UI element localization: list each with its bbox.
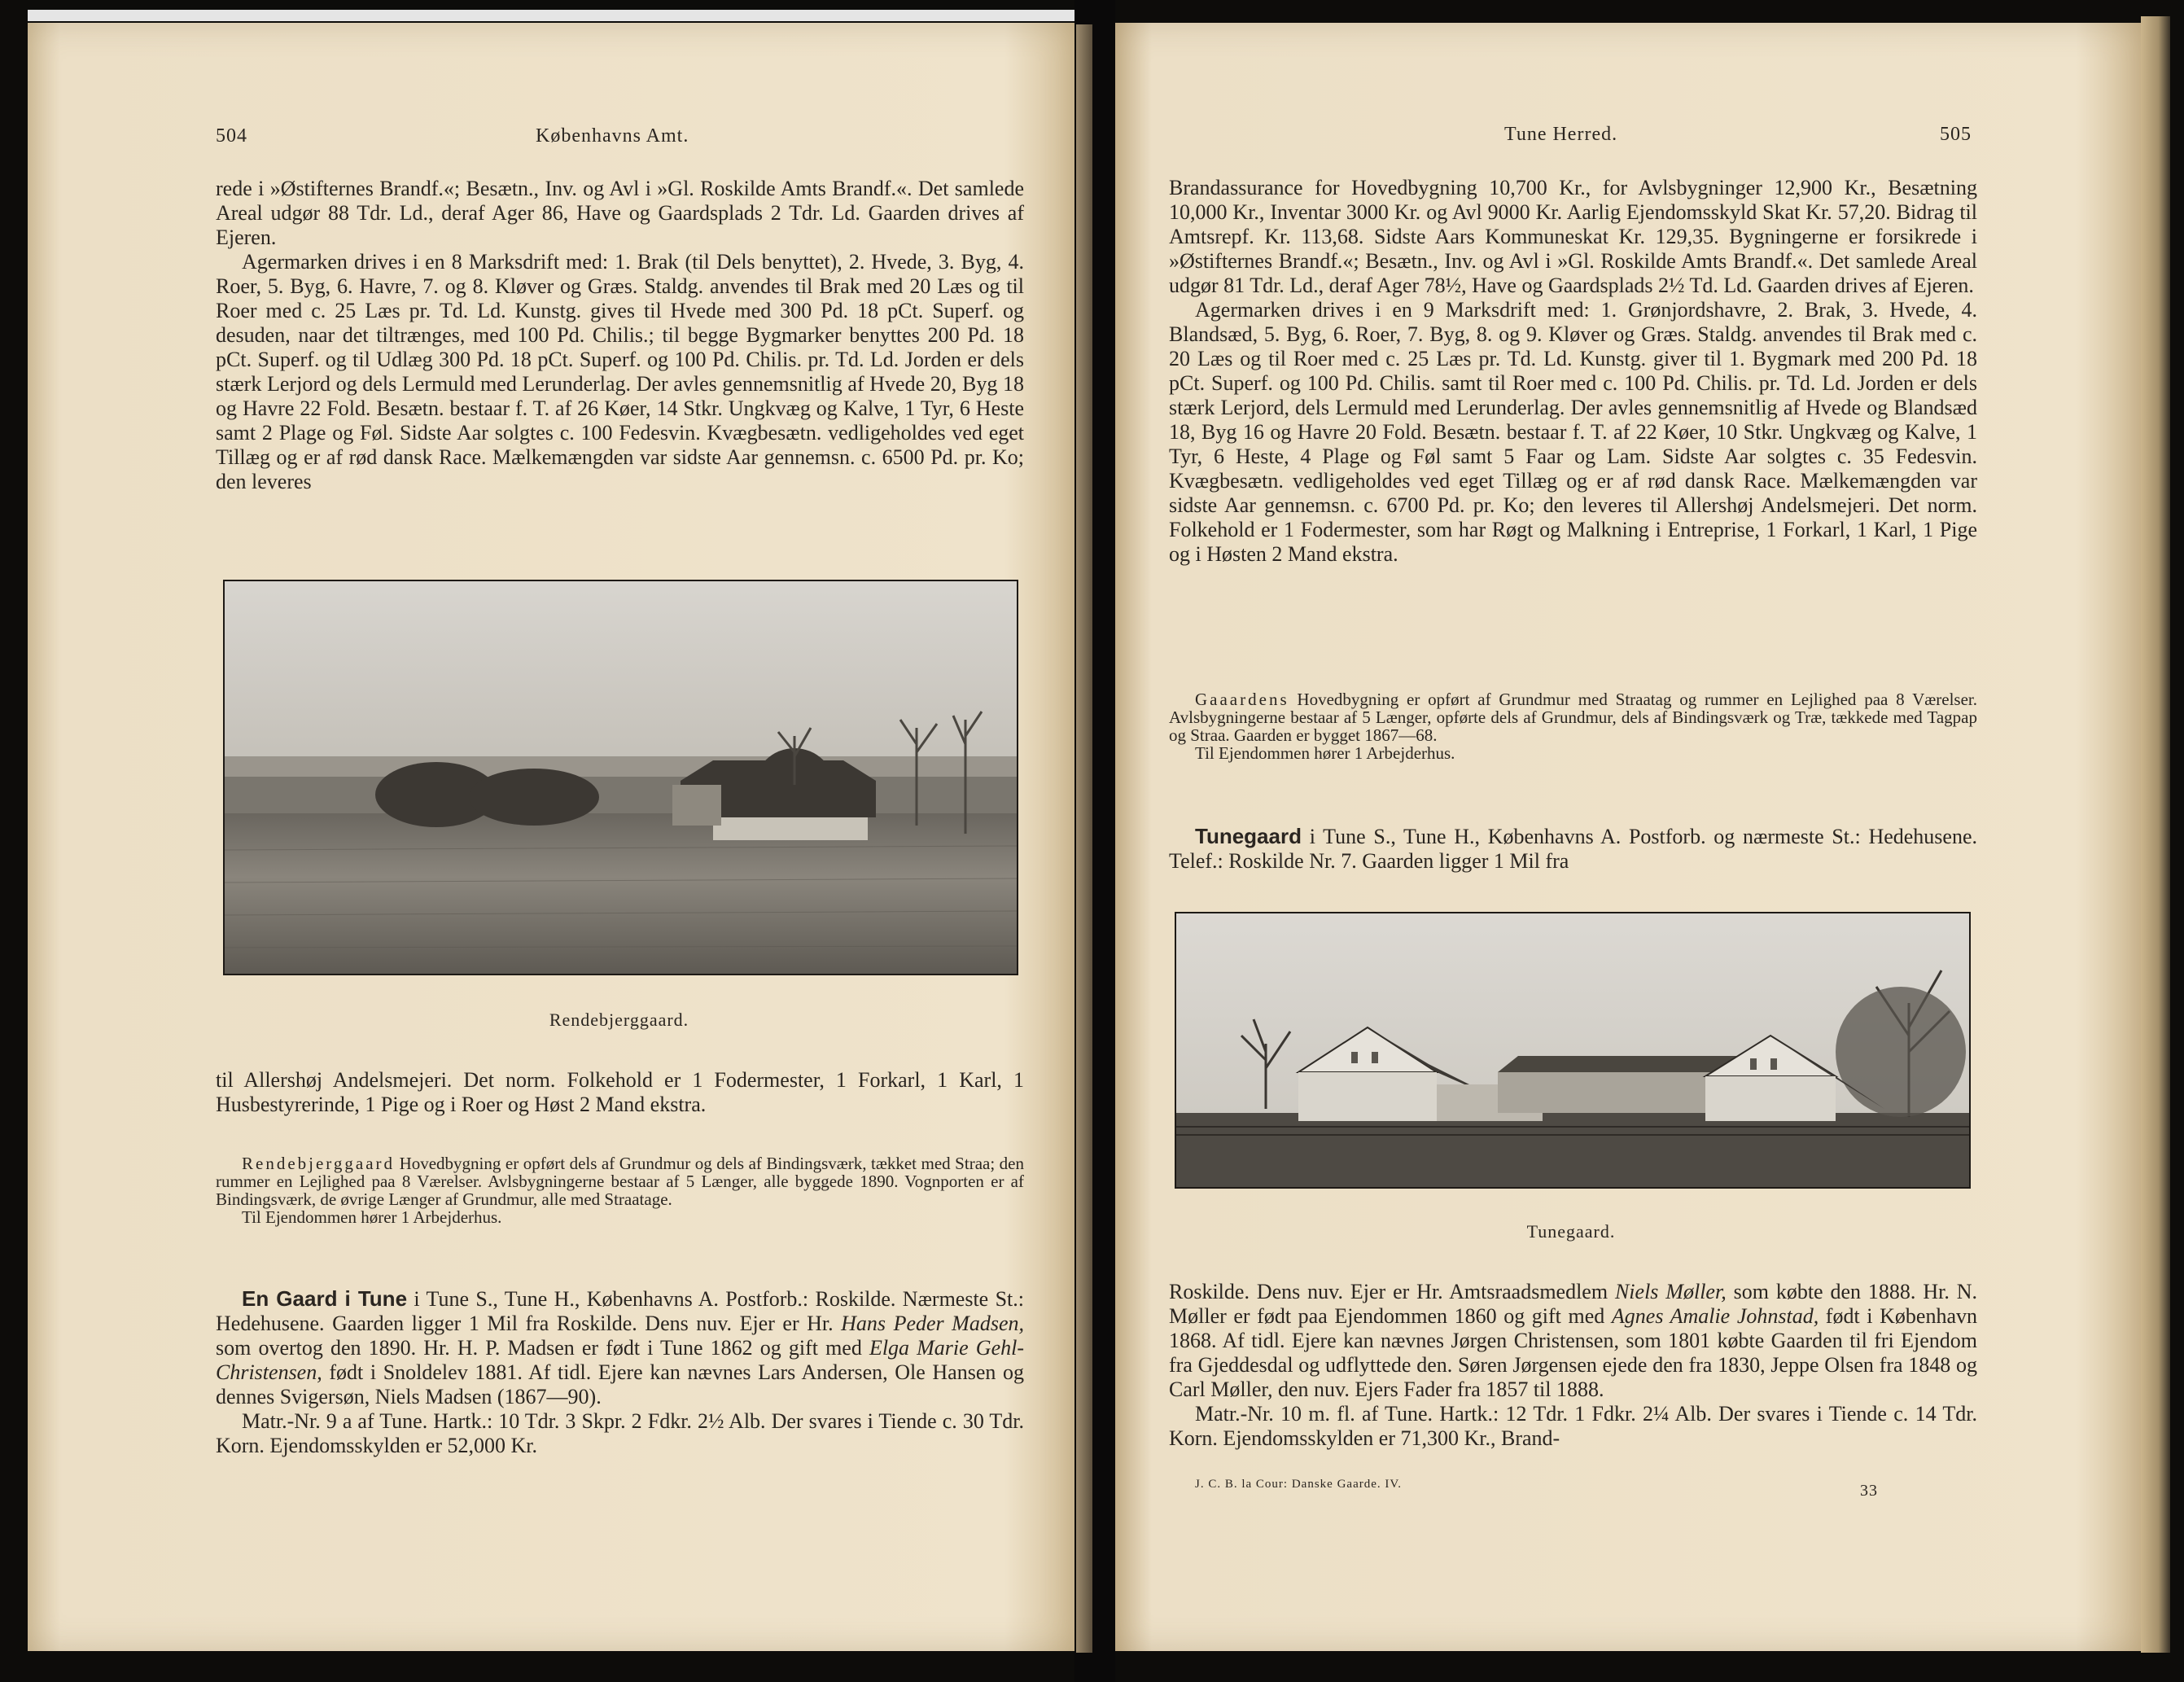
left-entry: [216, 1286, 1024, 1458]
page-edge: [2141, 16, 2170, 1653]
right-entry: [1169, 824, 1977, 874]
small-lead: Gaaardens: [1195, 690, 1289, 709]
paragraph: Brandassurance for Hovedbygning 10,700 Kr., for Avlsbygninger 12,900 Kr., Besætning 10,000 Kr., Inventar 3000 Kr. og Avl 9000 Kr. Aarlig Ejendomsskyld Skat Kr. 57,20. Bidrag til Amtsrepf. Kr. 113,68. Sidste Aars Kommuneskat Kr. 129,35. Bygningerne er forsikrede i »Østifternes Brandf.«; Besætn., Inv. og Avl i »Gl. Roskilde Amts Brandf.«. Det samlede Areal udgør 81 Tdr. Ld., deraf Ager 78½, Have og Gaardsplads 2½ Td. Ld. Gaarden drives af Ejeren.: [1169, 176, 1977, 297]
running-head-left: Københavns Amt.: [536, 125, 689, 147]
paragraph: Agermarken drives i en 8 Marksdrift med: 1. Brak (til Dels benyttet), 2. Hvede, 3. Byg, 4. Roer, 5. Byg, 6. Havre, 7. og 8. Kløver og Græs. Staldg. anvendes til Brak med 20 Læs og til Roer med c. 25 Læs pr. Td. Ld. Kunstg. gives til Hvede med 300 Pd. 18 pCt. Superf. og desuden, naar det tiltrænges, med 100 Pd. Chilis.; til begge Bygmarker benyttes 200 Pd. 18 pCt. Superf. og til Udlæg 300 Pd. 18 pCt. Superf. og 100 Pd. Chilis. pr. Td. Ld. Jorden er dels stærk Lerjord og dels Lermuld med Lerunderlag. Der avles gennemsnitlig af Hvede 20, Byg 18 og Havre 22 Fold. Besætn. bestaar f. T. af 26 Køer, 14 Stkr. Ungkvæg og Kalve, 1 Tyr, 6 Heste samt 2 Plage og Føl. Sidste Aar solgtes c. 100 Fedesvin. Kvægbesætn. vedligeholdes ved eget Tillæg og er af rød dansk Race. Mælkemængden var sidste Aar gennemsn. c. 6500 Pd. pr. Ko; den leveres: [216, 250, 1024, 493]
entry-text: i Tune S., Tune H., Københavns A. Postforb.: Roskilde. Nærmeste St.: Hedehusene. Gaarden ligger 1 Mil fra Roskilde. Dens nuv. Ejer er Hr.: [216, 1287, 1024, 1335]
photo-caption-right: Tunegaard.: [1526, 1221, 1616, 1242]
paragraph-text: født i København 1868. Af tidl. Ejere kan nævnes Jørgen Christensen, som 1801 købte Gaarden til fri Ejendom fra Gjeddesdal og udflyttede den. Søren Jørgensen ejede den fra 1830, Jeppe Olsen fra 1848 og Carl Møller, den nuv. Ejers Fader fra 1857 til 1888.: [1169, 1304, 1977, 1401]
footer-signature-number: 33: [1860, 1482, 1878, 1500]
gutter-shadow: [1076, 24, 1092, 1653]
paragraph-text: Roskilde. Dens nuv. Ejer er Hr. Amtsraadsmedlem: [1169, 1280, 1615, 1303]
small-text: Hovedbygning er opført af Grundmur med Straatag og rummer en Lejlighed paa 8 Værelser. Avlsbygningerne bestaar af 5 Længer, opførte dels af Grundmur, dels af Bindingsværk og Træ, tækkede med Tagpap og Straa. Gaarden er bygget 1867—68.: [1169, 690, 1977, 745]
paragraph: rede i »Østifternes Brandf.«; Besætn., Inv. og Avl i »Gl. Roskilde Amts Brandf.«. Det samlede Areal udgør 88 Tdr. Ld., deraf Ager 86, Have og Gaardsplads 2 Tdr. Ld. Gaarden drives af Ejeren.: [216, 177, 1024, 249]
wife-name: Elga Marie Gehl-Christensen,: [216, 1336, 1024, 1384]
entry-text: født i Snoldelev 1881. Af tidl. Ejere kan nævnes Lars Andersen, Ole Hansen og dennes Svigersøn, Niels Madsen (1867—90).: [216, 1360, 1024, 1408]
left-top-text: [216, 177, 1024, 494]
paragraph: til Allershøj Andelsmejeri. Det norm. Folkehold er 1 Fodermester, 1 Forkarl, 1 Karl, 1 Husbestyrerinde, 1 Pige og i Roer og Høst 2 Mand ekstra.: [216, 1068, 1024, 1116]
entry-text: i Tune S., Tune H., Københavns A. Postforb. og nærmeste St.: Hedehusene. Telef.: Roskilde Nr. 7. Gaarden ligger 1 Mil fra: [1169, 825, 1977, 873]
right-top-text: [1169, 176, 1977, 567]
photo-tunegaard: [1175, 912, 1971, 1189]
photo-caption-left: Rendebjerggaard.: [549, 1010, 689, 1030]
paragraph-text: som købte den 1888. Hr. N. Møller er født paa Ejendommen 1860 og gift med: [1169, 1280, 1977, 1328]
wife-name: Agnes Amalie Johnstad,: [1611, 1304, 1819, 1328]
paragraph: Matr.-Nr. 10 m. fl. af Tune. Hartk.: 12 Tdr. 1 Fdkr. 2¼ Alb. Der svares i Tiende c. 14 Tdr. Korn. Ejendomsskylden er 71,300 Kr., Brand-: [1169, 1402, 1977, 1450]
paragraph: Matr.-Nr. 9 a af Tune. Hartk.: 10 Tdr. 3 Skpr. 2 Fdkr. 2½ Alb. Der svares i Tiende c. 30 Tdr. Korn. Ejendomsskylden er 52,000 Kr.: [216, 1409, 1024, 1457]
entry-title: En Gaard i Tune: [242, 1286, 408, 1311]
page-number-right: 505: [1940, 124, 1972, 145]
left-small-print: [216, 1154, 1024, 1226]
footer-signature-text: J. C. B. la Cour: Danske Gaarde. IV.: [1195, 1478, 1403, 1491]
left-after-photo: [216, 1068, 1024, 1117]
owner-name: Niels Møller,: [1614, 1280, 1727, 1303]
small-lead: Rendebjerggaard: [242, 1154, 396, 1173]
scan-top-edge: [28, 10, 1094, 21]
owner-name: Hans Peder Madsen,: [841, 1312, 1024, 1335]
paragraph: Agermarken drives i en 9 Marksdrift med: 1. Grønjordshavre, 2. Brak, 3. Hvede, 4. Blandsæd, 5. Byg, 6. Roer, 7. Byg, 8. og 9. Kløver og Græs. Staldg. anvendes til Brak med c. 20 Læs og til Roer med c. 25 Læs pr. Td. Ld. Kunstg. giver til 1. Bygmark med 200 Pd. 18 pCt. Superf. og 100 Pd. Chilis. samt til Roer med c. 100 Pd. Chilis. pr. Td. Ld. Jorden er dels stærk Lerjord, dels Lermuld med Lerunderlag. Der avles gennemsnitlig af Hvede og Blandsæd 18, Byg 16 og Havre 20 Fold. Besætn. bestaar f. T. af 22 Køer, 10 Stkr. Ungkvæg og Kalve, 1 Tyr, 6 Heste, 4 Plage og Føl samt 5 Faar og Lam. Sidste Aar solgtes c. 35 Fedesvin. Kvægbesætn. vedligeholdes ved eget Tillæg og er af rød dansk Race. Mælkemængden var sidste Aar gennemsn. c. 6700 Pd. pr. Ko; den leveres til Allershøj Andelsmejeri. Det norm. Folkehold er 1 Fodermester, som har Røgt og Malkning i Entreprise, 1 Forkarl, 1 Karl, 1 Pige og i Høsten 2 Mand ekstra.: [1169, 298, 1977, 566]
small-text-2: Til Ejendommen hører 1 Arbejderhus.: [242, 1207, 502, 1227]
running-head-right: Tune Herred.: [1504, 124, 1618, 145]
right-after-photo: [1169, 1280, 1977, 1451]
entry-title: Tunegaard: [1195, 824, 1302, 848]
small-text-2: Til Ejendommen hører 1 Arbejderhus.: [1195, 743, 1455, 763]
entry-text: som overtog den 1890. Hr. H. P. Madsen er født i Tune 1862 og gift med: [216, 1336, 869, 1360]
small-text: Hovedbygning er opført dels af Grundmur og dels af Bindingsværk, tækket med Straa; den rummer en Lejlighed paa 8 Værelser. Avlsbygningerne bestaar af 5 Længer, alle byggede 1890. Vognporten er af Bindingsværk, de øvrige Længer af Grundmur, alle med Straatage.: [216, 1154, 1024, 1209]
page-number-left: 504: [216, 125, 247, 147]
right-small-print: [1169, 690, 1977, 762]
photo-rendebjerggaard: [223, 580, 1018, 975]
